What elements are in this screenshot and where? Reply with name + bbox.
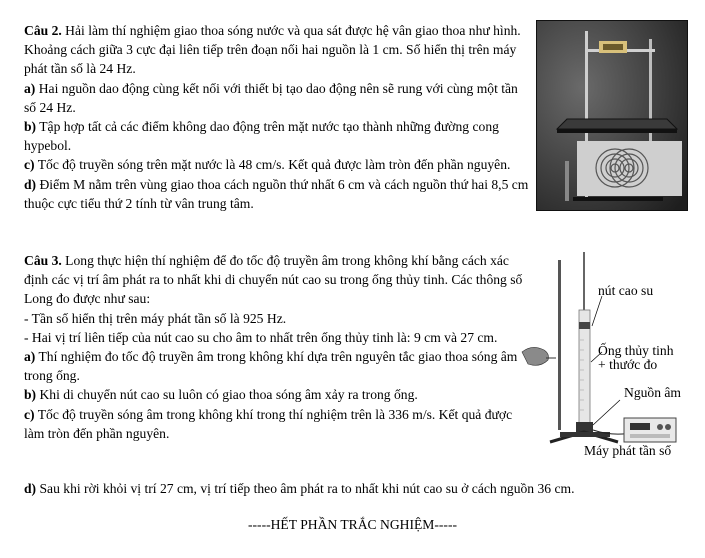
ripple-tank-photo <box>536 20 688 211</box>
q2-option-b: b) Tập hợp tất cả các điểm không dao động trên mặt nước tạo thành những đường cong hypebol. <box>24 119 499 154</box>
question-2 <box>24 21 530 213</box>
q2-title: Câu 2. <box>24 23 62 38</box>
q3-param-frequency: - Tần số hiển thị trên máy phát tần số là 925 Hz. <box>24 310 287 326</box>
q2-option-c: c) Tốc độ truyền sóng trên mặt nước là 48 cm/s. Kết quả được làm tròn đến phần nguyên. <box>24 157 511 173</box>
section-end-footer: -----HẾT PHẦN TRẮC NGHIỆM----- <box>247 517 458 532</box>
label-ruler: + thước đo <box>598 357 658 372</box>
q3-title: Câu 3. <box>24 253 62 268</box>
q2-option-d: d) Điểm M nằm trên vùng giao thoa cách nguồn thứ nhất 6 cm và cách nguồn thứ hai 8,5 cm thuộc cực tiểu thứ 2 tính từ vân trung tâm. <box>24 176 529 211</box>
q2-intro: Câu 2. Hải làm thí nghiệm giao thoa sóng nước và qua sát được hệ vân giao thoa như hình. Khoảng cách giữa 3 cực đại liên tiếp trên đoạn nối hai nguồn là 1 cm. Số hiển thị trên máy phát tần số là 24 Hz. <box>24 23 521 77</box>
q2-option-a: a) Hai nguồn dao động cùng kết nối với thiết bị tạo dao động nên sẽ rung với cùng một tần số 24 Hz. <box>24 80 518 115</box>
question-3 <box>24 251 524 443</box>
resonance-tube-figure <box>520 250 700 465</box>
q3-option-d: d) Sau khi rời khỏi vị trí 27 cm, vị trí tiếp theo âm phát ra to nhất khi nút cao su ở cách nguồn 36 cm. <box>24 481 575 496</box>
label-frequency-generator: Máy phát tần số <box>584 443 672 458</box>
label-sound-source: Nguồn âm <box>624 385 682 400</box>
q3-option-c: c) Tốc độ truyền sóng âm trong không khí trong thí nghiệm trên là 336 m/s. Kết quả được làm tròn đến phần nguyên. <box>24 406 513 441</box>
ripple-tank-illustration <box>537 21 687 210</box>
label-glass-tube: Ống thủy tinh <box>598 343 674 358</box>
q3-param-positions: - Hai vị trí liên tiếp của nút cao su cho âm to nhất trên ống thủy tinh là: 9 cm và 27 cm. <box>24 329 498 345</box>
q3-intro: Câu 3. Long thực hiện thí nghiệm để đo tốc độ truyền âm trong không khí bằng cách xác định các vị trí âm phát ra to nhất khi di chuyển nút cao su trong ống thủy tinh. Các thông số Long đo được như sau: <box>24 253 523 307</box>
label-rubber-stopper: nút cao su <box>598 283 654 298</box>
q3-option-a: a) Thí nghiệm đo tốc độ truyền âm trong không khí dựa trên nguyên tắc giao thoa sóng âm trong ống. <box>24 349 518 384</box>
q3-option-b: b) Khi di chuyển nút cao su luôn có giao thoa sóng âm xảy ra trong ống. <box>24 387 418 403</box>
